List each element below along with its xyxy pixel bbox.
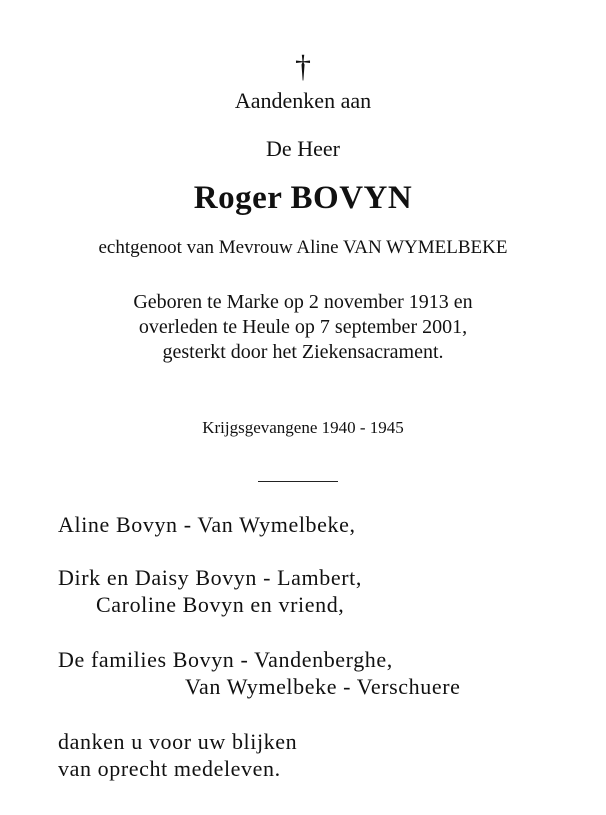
closing-line: van oprecht medeleven.	[58, 756, 281, 781]
deceased-name: Roger BOVYN	[193, 180, 413, 216]
remembrance-heading: Aandenken aan	[234, 88, 372, 113]
birth-line: Geboren te Marke op 2 november 1913 en	[133, 291, 473, 313]
spouse-line: echtgenoot van Mevrouw Aline VAN WYMELBEKE	[98, 237, 508, 258]
family-line: Dirk en Daisy Bovyn - Lambert,	[58, 565, 362, 590]
sacrament-line: gesterkt door het Ziekensacrament.	[162, 341, 444, 363]
divider	[258, 481, 338, 482]
cross-icon: †	[295, 48, 311, 84]
honorific: De Heer	[266, 136, 340, 161]
closing-line: danken u voor uw blijken	[58, 729, 298, 754]
death-line: overleden te Heule op 7 september 2001,	[138, 316, 468, 338]
family-line: Caroline Bovyn en vriend,	[96, 592, 345, 617]
prisoner-of-war-line: Krijgsgevangene 1940 - 1945	[202, 418, 404, 437]
family-line: Van Wymelbeke - Verschuere	[185, 674, 461, 699]
family-line: Aline Bovyn - Van Wymelbeke,	[58, 512, 356, 537]
family-line: De families Bovyn - Vandenberghe,	[58, 647, 393, 672]
